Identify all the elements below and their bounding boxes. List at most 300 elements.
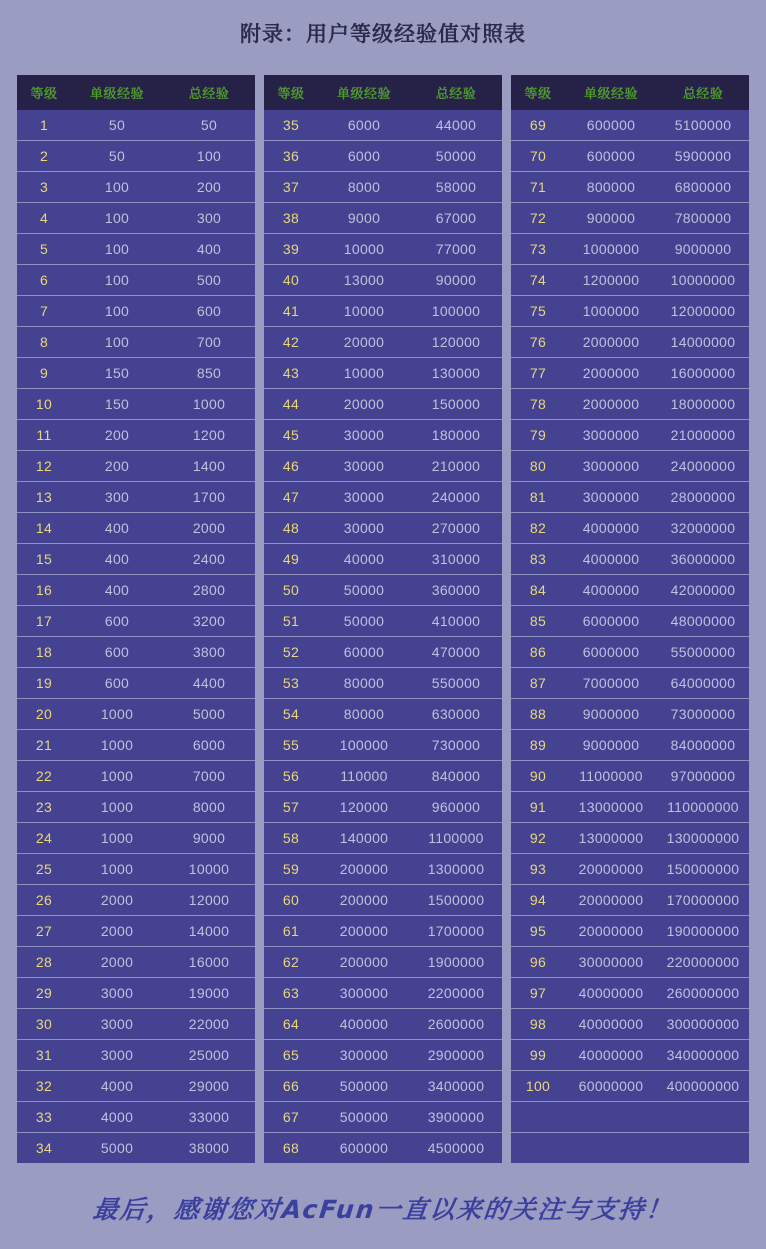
- cell-total-exp: 90000: [410, 265, 502, 296]
- cell-level: 11: [17, 420, 71, 451]
- exp-tables-container: [17, 75, 749, 1163]
- table-header-row: [17, 75, 255, 110]
- table-row: [17, 420, 255, 451]
- table-row: [17, 234, 255, 265]
- cell-level: 23: [17, 792, 71, 823]
- table-row: [264, 172, 502, 203]
- cell-level: 41: [264, 296, 318, 327]
- cell-total-exp: 340000000: [657, 1040, 749, 1071]
- table-row: [17, 916, 255, 947]
- cell-level: 88: [511, 699, 565, 730]
- cell-single-exp: 50000: [318, 575, 410, 606]
- cell-total-exp: 630000: [410, 699, 502, 730]
- table-row: [17, 482, 255, 513]
- table-row: [264, 358, 502, 389]
- cell-single-exp: 4000000: [565, 513, 657, 544]
- cell-single-exp: 30000: [318, 420, 410, 451]
- cell-level: 33: [17, 1102, 71, 1133]
- table-row: [17, 451, 255, 482]
- table-row: [264, 575, 502, 606]
- cell-single-exp: 30000: [318, 451, 410, 482]
- cell-level: 84: [511, 575, 565, 606]
- table-row: [511, 110, 749, 141]
- cell-single-exp: 10000: [318, 296, 410, 327]
- cell-single-exp: 9000000: [565, 730, 657, 761]
- cell-level: 45: [264, 420, 318, 451]
- cell-total-exp: 130000: [410, 358, 502, 389]
- cell-total-exp: 150000000: [657, 854, 749, 885]
- cell-single-exp: 1000: [71, 699, 163, 730]
- exp-table-levels-1-34: [17, 75, 255, 1163]
- table-row: [17, 1009, 255, 1040]
- cell-total-exp: 14000: [163, 916, 255, 947]
- cell-single-exp: 1000: [71, 730, 163, 761]
- cell-single-exp: 200000: [318, 916, 410, 947]
- cell-single-exp: 20000: [318, 327, 410, 358]
- cell-single-exp: 500000: [318, 1071, 410, 1102]
- table-row: [17, 637, 255, 668]
- cell-single-exp: 60000: [318, 637, 410, 668]
- cell-level: 9: [17, 358, 71, 389]
- cell-total-exp: 100: [163, 141, 255, 172]
- cell-single-exp: 2000: [71, 885, 163, 916]
- cell-total-exp: 8000: [163, 792, 255, 823]
- cell-level: 69: [511, 110, 565, 141]
- cell-single-exp: 100: [71, 296, 163, 327]
- cell-level: 73: [511, 234, 565, 265]
- cell-single-exp: 3000: [71, 978, 163, 1009]
- table-row: [511, 823, 749, 854]
- cell-level: 50: [264, 575, 318, 606]
- cell-total-exp: 4500000: [427, 1140, 485, 1156]
- table-row: [17, 296, 255, 327]
- cell-total-exp: 73000000: [657, 699, 749, 730]
- cell-level: 55: [264, 730, 318, 761]
- table-row: [17, 1071, 255, 1102]
- table-row: [17, 978, 255, 1009]
- cell-total-exp: 1700: [163, 482, 255, 513]
- cell-single-exp: 4000: [71, 1071, 163, 1102]
- table-row: [511, 482, 749, 513]
- cell-single-exp: 1000000: [565, 296, 657, 327]
- table-row: [264, 668, 502, 699]
- table-row: [264, 203, 502, 234]
- table-row: [264, 110, 502, 141]
- cell-level: 16: [17, 575, 71, 606]
- table-row: [264, 141, 502, 172]
- table-row: [17, 854, 255, 885]
- cell-total-exp: 7800000: [657, 203, 749, 234]
- table-row: [264, 1040, 502, 1071]
- cell-total-exp: 25000: [163, 1040, 255, 1071]
- cell-total-exp: 550000: [410, 668, 502, 699]
- table-row: [511, 885, 749, 916]
- cell-level: 79: [511, 420, 565, 451]
- cell-single-exp: 1000000: [565, 234, 657, 265]
- cell-total-exp: 1200: [163, 420, 255, 451]
- cell-single-exp: 20000000: [565, 885, 657, 916]
- table-row: [511, 327, 749, 358]
- cell-total-exp: 190000000: [657, 916, 749, 947]
- table-row: [511, 265, 749, 296]
- cell-total-exp: 300000000: [657, 1009, 749, 1040]
- cell-level: 98: [511, 1009, 565, 1040]
- table-row: [511, 947, 749, 978]
- cell-level: 21: [17, 730, 71, 761]
- table-row: [264, 792, 502, 823]
- cell-level: 13: [17, 482, 71, 513]
- cell-single-exp: 6000000: [565, 637, 657, 668]
- cell-single-exp: 13000000: [565, 792, 657, 823]
- cell-single-exp: 600: [71, 668, 163, 699]
- cell-total-exp: 360000: [410, 575, 502, 606]
- cell-level: 65: [264, 1040, 318, 1071]
- cell-single-exp: 50: [71, 110, 163, 141]
- cell-total-exp: 10000: [163, 854, 255, 885]
- cell-level: 40: [264, 265, 318, 296]
- exp-table-levels-69-100: [511, 75, 749, 1163]
- cell-level: 85: [511, 606, 565, 637]
- cell-total-exp: 120000: [410, 327, 502, 358]
- cell-total-exp: 240000: [410, 482, 502, 513]
- cell-single-exp: 800000: [565, 172, 657, 203]
- cell-single-exp: 6000: [318, 141, 410, 172]
- cell-level: 14: [17, 513, 71, 544]
- cell-total-exp: 170000000: [657, 885, 749, 916]
- cell-total-exp: 1300000: [410, 854, 502, 885]
- cell-total-exp: 24000000: [657, 451, 749, 482]
- cell-level: 75: [511, 296, 565, 327]
- cell-level: 52: [264, 637, 318, 668]
- cell-single-exp: 40000000: [565, 1009, 657, 1040]
- cell-total-exp: 6800000: [657, 172, 749, 203]
- table-row: [17, 203, 255, 234]
- cell-total-exp: 36000000: [657, 544, 749, 575]
- cell-single-exp: 100: [71, 234, 163, 265]
- cell-single-exp: 200: [71, 420, 163, 451]
- cell-level: 28: [17, 947, 71, 978]
- table-row: [17, 823, 255, 854]
- cell-single-exp: 10000: [318, 358, 410, 389]
- cell-single-exp: 20000000: [565, 916, 657, 947]
- cell-level: 93: [511, 854, 565, 885]
- table-row: [264, 637, 502, 668]
- cell-single-exp: 4000000: [565, 544, 657, 575]
- cell-level: 6: [17, 265, 71, 296]
- cell-total-exp: 19000: [163, 978, 255, 1009]
- cell-level: 51: [264, 606, 318, 637]
- cell-level: 30: [17, 1009, 71, 1040]
- cell-total-exp: 2200000: [410, 978, 502, 1009]
- table-row: [511, 792, 749, 823]
- cell-total-exp: 2600000: [410, 1009, 502, 1040]
- table-row: [511, 420, 749, 451]
- cell-single-exp: 120000: [318, 792, 410, 823]
- cell-level: 64: [264, 1009, 318, 1040]
- cell-single-exp: 400: [71, 513, 163, 544]
- cell-level: 81: [511, 482, 565, 513]
- cell-single-exp: 200000: [318, 885, 410, 916]
- cell-total-exp: 400000000: [657, 1071, 749, 1102]
- cell-level: 35: [264, 110, 318, 141]
- cell-single-exp: 1000: [71, 792, 163, 823]
- cell-single-exp: 900000: [565, 203, 657, 234]
- cell-total-exp: [657, 1133, 749, 1164]
- cell-total-exp: 58000: [410, 172, 502, 203]
- table-row: [17, 761, 255, 792]
- cell-total-exp: 5900000: [657, 141, 749, 172]
- table-row: [511, 296, 749, 327]
- cell-single-exp: 80000: [318, 668, 410, 699]
- header-single-exp: 单级经验: [71, 75, 163, 110]
- table-row: [17, 1102, 255, 1133]
- cell-total-exp: 16000: [163, 947, 255, 978]
- table-row: [17, 513, 255, 544]
- cell-single-exp: 1000: [71, 823, 163, 854]
- cell-level: 96: [511, 947, 565, 978]
- cell-level: 68: [282, 1140, 300, 1156]
- cell-level: 24: [17, 823, 71, 854]
- cell-level: 76: [511, 327, 565, 358]
- footer-thanks-note: 最后，感谢您对AcFun一直以来的关注与支持！: [91, 1195, 675, 1224]
- cell-single-exp: 3000: [71, 1009, 163, 1040]
- cell-total-exp: 220000000: [657, 947, 749, 978]
- table-row: [264, 823, 502, 854]
- cell-total-exp: 300: [163, 203, 255, 234]
- table-row: [264, 916, 502, 947]
- header-level: 等级: [264, 75, 318, 110]
- cell-level: 91: [511, 792, 565, 823]
- cell-single-exp: 60000000: [565, 1071, 657, 1102]
- cell-total-exp: 32000000: [657, 513, 749, 544]
- cell-single-exp: 600: [71, 637, 163, 668]
- cell-level: 20: [17, 699, 71, 730]
- cell-level: 48: [264, 513, 318, 544]
- cell-total-exp: 3200: [163, 606, 255, 637]
- cell-level: 5: [17, 234, 71, 265]
- header-level: 等级: [511, 75, 565, 110]
- cell-level: 7: [17, 296, 71, 327]
- cell-level: 39: [264, 234, 318, 265]
- cell-total-exp: 84000000: [657, 730, 749, 761]
- cell-single-exp: 100: [71, 265, 163, 296]
- cell-level: 10: [17, 389, 71, 420]
- cell-total-exp: 77000: [410, 234, 502, 265]
- cell-level: 34: [35, 1140, 53, 1156]
- table-row: [511, 978, 749, 1009]
- cell-total-exp: 600: [163, 296, 255, 327]
- table-row: [264, 1071, 502, 1102]
- table-row: [264, 761, 502, 792]
- cell-total-exp: [657, 1102, 749, 1133]
- cell-level: 70: [511, 141, 565, 172]
- cell-total-exp: 730000: [410, 730, 502, 761]
- cell-single-exp: 2000000: [565, 327, 657, 358]
- cell-total-exp: 130000000: [657, 823, 749, 854]
- cell-total-exp: 1500000: [410, 885, 502, 916]
- table-row: [17, 358, 255, 389]
- cell-total-exp: 67000: [410, 203, 502, 234]
- cell-total-exp: 42000000: [657, 575, 749, 606]
- table-row: [511, 451, 749, 482]
- cell-single-exp: 600000: [565, 141, 657, 172]
- cell-level: 1: [17, 110, 71, 141]
- cell-total-exp: 29000: [163, 1071, 255, 1102]
- cell-total-exp: 28000000: [657, 482, 749, 513]
- cell-total-exp: 2800: [163, 575, 255, 606]
- cell-total-exp: 200: [163, 172, 255, 203]
- table-row: [17, 141, 255, 172]
- table-row: [17, 1040, 255, 1071]
- table-row: [511, 172, 749, 203]
- cell-total-exp: 150000: [410, 389, 502, 420]
- cell-total-exp: 2400: [163, 544, 255, 575]
- cell-level: 71: [511, 172, 565, 203]
- cell-single-exp: 30000: [318, 482, 410, 513]
- table-row: [511, 916, 749, 947]
- cell-single-exp: 300000: [318, 1040, 410, 1071]
- table-row: [17, 606, 255, 637]
- table-row: [264, 978, 502, 1009]
- cell-single-exp: 8000: [318, 172, 410, 203]
- cell-level: 49: [264, 544, 318, 575]
- cell-single-exp: 9000: [318, 203, 410, 234]
- table-row: [17, 1133, 255, 1164]
- cell-single-exp: 6000: [318, 110, 410, 141]
- cell-single-exp: 400: [71, 575, 163, 606]
- cell-level: 74: [511, 265, 565, 296]
- table-row: [511, 358, 749, 389]
- table-row: [264, 482, 502, 513]
- table-row: [264, 854, 502, 885]
- cell-total-exp: 110000000: [657, 792, 749, 823]
- cell-level: 38: [264, 203, 318, 234]
- cell-single-exp: 2000000: [565, 358, 657, 389]
- cell-single-exp: 1200000: [565, 265, 657, 296]
- cell-single-exp: 2000000: [565, 389, 657, 420]
- cell-single-exp: 3000000: [565, 451, 657, 482]
- cell-single-exp: 1000: [71, 854, 163, 885]
- header-total-exp: 总经验: [410, 75, 502, 110]
- cell-single-exp: 1000: [71, 761, 163, 792]
- cell-single-exp: 400: [71, 544, 163, 575]
- cell-total-exp: 14000000: [657, 327, 749, 358]
- cell-single-exp: 110000: [318, 761, 410, 792]
- table-row: [264, 1133, 502, 1164]
- cell-total-exp: 44000: [410, 110, 502, 141]
- cell-single-exp: 6000000: [565, 606, 657, 637]
- cell-total-exp: 5100000: [657, 110, 749, 141]
- table-row: [264, 265, 502, 296]
- cell-single-exp: 50000: [318, 606, 410, 637]
- table-row: [264, 885, 502, 916]
- cell-total-exp: 1000: [163, 389, 255, 420]
- table-row: [17, 265, 255, 296]
- cell-single-exp: 80000: [318, 699, 410, 730]
- cell-single-exp: 2000: [71, 947, 163, 978]
- cell-level: 77: [511, 358, 565, 389]
- cell-level: 97: [511, 978, 565, 1009]
- cell-level: 17: [17, 606, 71, 637]
- cell-single-exp: 10000: [318, 234, 410, 265]
- cell-level: 3: [17, 172, 71, 203]
- cell-total-exp: 310000: [410, 544, 502, 575]
- table-header-row: [264, 75, 502, 110]
- cell-total-exp: 12000000: [657, 296, 749, 327]
- table-row: [511, 234, 749, 265]
- cell-single-exp: 20000: [318, 389, 410, 420]
- table-row: [264, 606, 502, 637]
- header-level: 等级: [17, 75, 71, 110]
- cell-total-exp: 7000: [163, 761, 255, 792]
- cell-level: 94: [511, 885, 565, 916]
- cell-total-exp: 840000: [410, 761, 502, 792]
- cell-total-exp: 410000: [410, 606, 502, 637]
- cell-level: 90: [511, 761, 565, 792]
- cell-total-exp: 4400: [163, 668, 255, 699]
- cell-total-exp: 3800: [163, 637, 255, 668]
- cell-level: 61: [264, 916, 318, 947]
- cell-level: 72: [511, 203, 565, 234]
- table-row: [511, 854, 749, 885]
- cell-total-exp: 50: [163, 110, 255, 141]
- cell-total-exp: 12000: [163, 885, 255, 916]
- table-row: [511, 544, 749, 575]
- table-row: [511, 1040, 749, 1071]
- cell-total-exp: 9000000: [657, 234, 749, 265]
- cell-single-exp: 50: [71, 141, 163, 172]
- cell-total-exp: 400: [163, 234, 255, 265]
- table-row: [511, 699, 749, 730]
- cell-level: 46: [264, 451, 318, 482]
- cell-level: 8: [17, 327, 71, 358]
- table-row: [264, 730, 502, 761]
- cell-total-exp: 210000: [410, 451, 502, 482]
- table-row-empty: [511, 1133, 749, 1164]
- cell-total-exp: 33000: [163, 1102, 255, 1133]
- cell-single-exp: 200000: [318, 854, 410, 885]
- cell-single-exp: 500000: [318, 1102, 410, 1133]
- cell-level: 99: [511, 1040, 565, 1071]
- cell-total-exp: 22000: [163, 1009, 255, 1040]
- cell-single-exp: 300000: [318, 978, 410, 1009]
- cell-single-exp: 100: [71, 172, 163, 203]
- cell-single-exp: 4000: [71, 1102, 163, 1133]
- cell-total-exp: 260000000: [657, 978, 749, 1009]
- cell-level: 12: [17, 451, 71, 482]
- cell-level: 32: [17, 1071, 71, 1102]
- cell-single-exp: 13000000: [565, 823, 657, 854]
- cell-level: 36: [264, 141, 318, 172]
- table-row: [511, 575, 749, 606]
- table-row: [264, 296, 502, 327]
- cell-level: 63: [264, 978, 318, 1009]
- cell-total-exp: 3900000: [410, 1102, 502, 1133]
- cell-total-exp: 960000: [410, 792, 502, 823]
- cell-total-exp: 97000000: [657, 761, 749, 792]
- cell-level: 56: [264, 761, 318, 792]
- cell-single-exp: 600000: [565, 110, 657, 141]
- cell-total-exp: 1100000: [410, 823, 502, 854]
- cell-total-exp: 1400: [163, 451, 255, 482]
- cell-level: 53: [264, 668, 318, 699]
- cell-total-exp: 180000: [410, 420, 502, 451]
- cell-single-exp: 30000: [318, 513, 410, 544]
- cell-total-exp: 5000: [163, 699, 255, 730]
- cell-level: 27: [17, 916, 71, 947]
- header-single-exp: 单级经验: [318, 75, 410, 110]
- table-row: [511, 203, 749, 234]
